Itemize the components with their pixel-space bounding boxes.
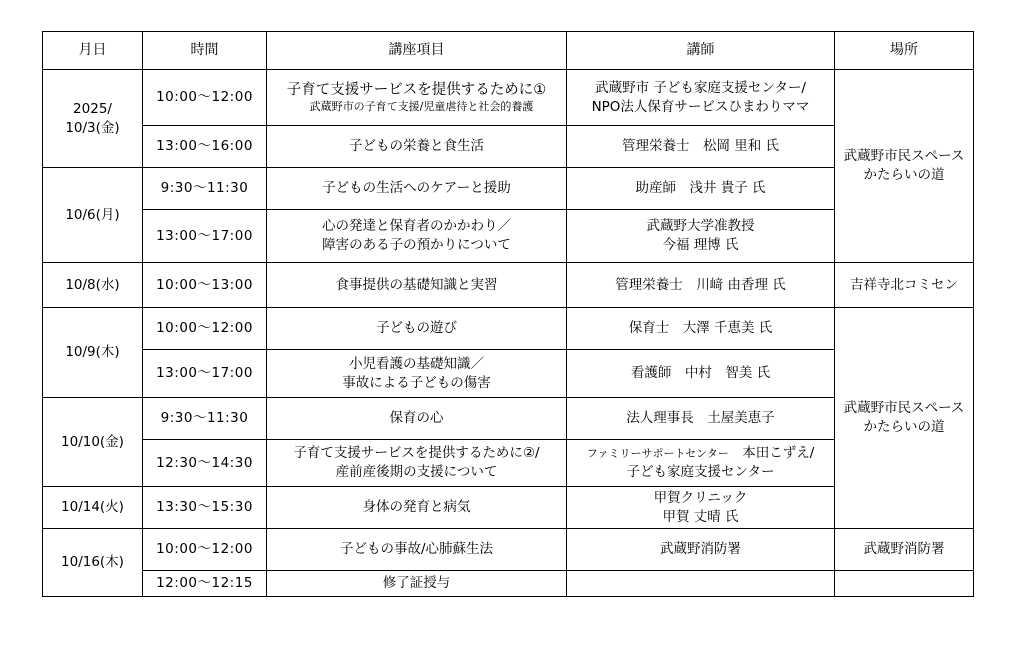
- date-cell: 10/8(水): [43, 263, 143, 308]
- topic-cell: 子どもの遊び: [267, 308, 567, 350]
- lecturer-cell: [567, 210, 835, 263]
- place-line: 武蔵野市民スペース: [843, 400, 965, 416]
- lecturer-cell: [567, 487, 835, 529]
- time-cell: 12:30～14:30: [143, 440, 267, 487]
- topic-line: 産前産後期の支援について: [335, 464, 498, 480]
- date-cell: 10/14(火): [43, 487, 143, 529]
- lecturer-line: 武蔵野市 子ども家庭支援センター/: [595, 79, 806, 96]
- date-cell: 10/16(木): [43, 529, 143, 597]
- topic-line: 小児看護の基礎知識／: [349, 355, 484, 372]
- table-row: [43, 529, 974, 571]
- topic-title: 子育て支援サービスを提供するために①: [286, 82, 547, 98]
- lecturer-line: 武蔵野大学准教授: [646, 218, 755, 234]
- topic-cell: 子どもの栄養と食生活: [267, 126, 567, 168]
- lecturer-org-small: ファミリーサポートセンター: [586, 447, 729, 460]
- topic-subtitle: 武蔵野市の子育て支援/児童虐待と社会的養護: [309, 100, 534, 113]
- topic-cell: 子どもの生活へのケアーと援助: [267, 168, 567, 210]
- lecturer-cell: [567, 571, 835, 597]
- header-time: 時間: [143, 32, 267, 70]
- lecturer-cell: [567, 440, 835, 487]
- topic-cell: 食事提供の基礎知識と実習: [267, 263, 567, 308]
- time-cell: 9:30～11:30: [143, 168, 267, 210]
- topic-line: 心の発達と保育者のかかわり／: [322, 218, 511, 234]
- topic-cell: 身体の発育と病気: [267, 487, 567, 529]
- table-row: [43, 398, 974, 440]
- time-cell: 13:00～16:00: [143, 126, 267, 168]
- lecturer-cell: 法人理事長 土屋美恵子: [567, 398, 835, 440]
- table-row: [43, 210, 974, 263]
- lecturer-cell: 看護師 中村 智美 氏: [567, 350, 835, 398]
- schedule-table: [42, 31, 974, 597]
- topic-cell: [267, 440, 567, 487]
- time-cell: 10:00～13:00: [143, 263, 267, 308]
- table-row: [43, 440, 974, 487]
- place-cell: 武蔵野消防署: [835, 529, 974, 571]
- time-cell: 13:00～17:00: [143, 350, 267, 398]
- table-row: [43, 126, 974, 168]
- table-row: [43, 487, 974, 529]
- lecturer-cell: 助産師 浅井 貴子 氏: [567, 168, 835, 210]
- lecturer-cell: 保育士 大澤 千恵美 氏: [567, 308, 835, 350]
- lecturer-line: NPO法人保育サービスひまわりママ: [591, 98, 810, 115]
- topic-cell: [267, 210, 567, 263]
- date-day: 10/3(金): [65, 119, 120, 136]
- header-date: 月日: [43, 32, 143, 70]
- header-row: [43, 32, 974, 70]
- lecturer-cell: [567, 70, 835, 126]
- time-cell: 10:00～12:00: [143, 529, 267, 571]
- lecturer-cell: 管理栄養士 川﨑 由香理 氏: [567, 263, 835, 308]
- lecturer-line: 甲賀クリニック: [653, 489, 748, 506]
- date-cell: [43, 70, 143, 168]
- place-line: 武蔵野市民スペース: [843, 148, 965, 164]
- table-row: [43, 571, 974, 597]
- date-year: 2025/: [73, 100, 112, 117]
- place-cell: [835, 70, 974, 263]
- lecturer-line: 今福 理博 氏: [662, 237, 739, 253]
- topic-cell: 保育の心: [267, 398, 567, 440]
- topic-line: 障害のある子の預かりについて: [322, 237, 511, 253]
- topic-cell: [267, 350, 567, 398]
- time-cell: 10:00～12:00: [143, 308, 267, 350]
- time-cell: 9:30～11:30: [143, 398, 267, 440]
- date-cell: 10/10(金): [43, 398, 143, 487]
- topic-cell: 子どもの事故/心肺蘇生法: [267, 529, 567, 571]
- date-cell: 10/6(月): [43, 168, 143, 263]
- place-cell: [835, 571, 974, 597]
- time-cell: 12:00～12:15: [143, 571, 267, 597]
- header-lecturer: 講師: [567, 32, 835, 70]
- table-row: [43, 350, 974, 398]
- time-cell: 13:30～15:30: [143, 487, 267, 529]
- topic-cell: [267, 70, 567, 126]
- lecturer-line: 子ども家庭支援センター: [626, 464, 775, 480]
- table-row: [43, 308, 974, 350]
- place-cell: [835, 308, 974, 529]
- lecturer-person: 本田こずえ/: [728, 445, 815, 461]
- table-row: [43, 70, 974, 126]
- date-cell: 10/9(木): [43, 308, 143, 398]
- topic-cell: 修了証授与: [267, 571, 567, 597]
- topic-line: 事故による子どもの傷害: [342, 374, 491, 391]
- place-line: かたらいの道: [863, 419, 945, 435]
- lecturer-line: 甲賀 丈晴 氏: [662, 508, 739, 525]
- header-topic: 講座項目: [267, 32, 567, 70]
- topic-line: 子育て支援サービスを提供するために②/: [293, 445, 540, 461]
- lecturer-cell: 管理栄養士 松岡 里和 氏: [567, 126, 835, 168]
- time-cell: 10:00～12:00: [143, 70, 267, 126]
- header-place: 場所: [835, 32, 974, 70]
- table-row: [43, 263, 974, 308]
- place-cell: 吉祥寺北コミセン: [835, 263, 974, 308]
- lecturer-cell: 武蔵野消防署: [567, 529, 835, 571]
- place-line: かたらいの道: [863, 167, 945, 183]
- lecturer-line: [571, 444, 830, 463]
- time-cell: 13:00～17:00: [143, 210, 267, 263]
- table-row: [43, 168, 974, 210]
